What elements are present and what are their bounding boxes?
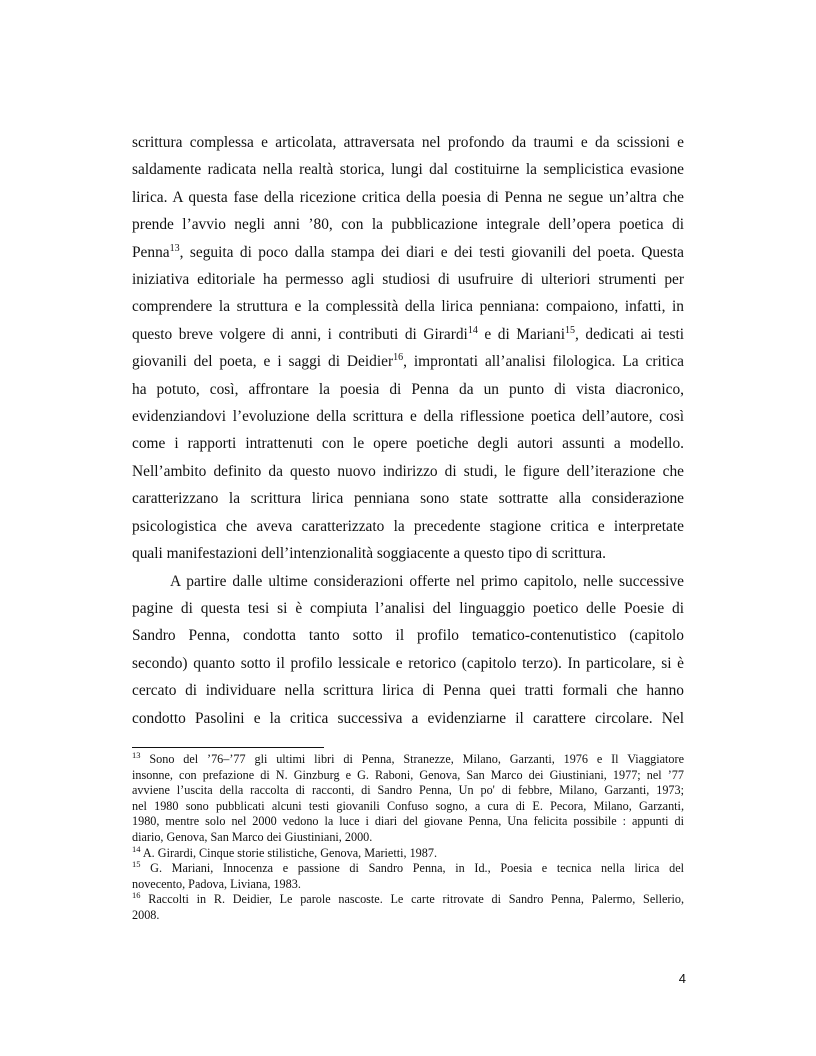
body-line: pagine di questa tesi si è compiuta l’analisi del linguaggio poetico delle Poesie di	[132, 599, 684, 617]
footnote-text: Raccolti in R. Deidier, Le parole nascoste. Le carte ritrovate di Sandro Penna, Palermo, Sellerio,	[140, 892, 684, 907]
body-line: A partire dalle ultime considerazioni offerte nel primo capitolo, nelle successive	[170, 572, 684, 590]
body-line: condotto Pasolini e la critica successiva a evidenziarne il carattere circolare. Nel	[132, 709, 684, 727]
footnote-ref-14[interactable]: 14	[467, 324, 478, 336]
footnote-ref-15[interactable]: 15	[565, 324, 576, 336]
footnote-16	[132, 892, 684, 908]
footnote-line: diario, Genova, San Marco dei Giustiniani, 2000.	[132, 829, 373, 844]
footnote-line: 1980, mentre solo nel 2000 vedono la luce i diari del giovane Penna, Una felicita possibile : appunti di	[132, 814, 684, 829]
body-line	[132, 321, 684, 348]
body-text-fragment: giovanili del poeta, e i saggi di Deidier	[132, 353, 394, 371]
footnote-ref-16[interactable]: 16	[393, 352, 404, 364]
body-line: ha potuto, così, affrontare la poesia di Penna da un punto di vista diacronico,	[132, 380, 684, 398]
body-text	[132, 129, 684, 732]
body-line: caratterizzano la scrittura lirica penniana sono state sottratte alla considerazione	[132, 490, 684, 508]
footnote-text: A. Girardi, Cinque storie stilistiche, Genova, Marietti, 1987.	[140, 845, 438, 860]
footnotes	[132, 752, 684, 924]
body-text-fragment: Penna	[132, 243, 170, 261]
body-line: Sandro Penna, condotta tanto sotto il profilo tematico-contenutistico (capitolo	[132, 627, 684, 645]
body-line: secondo) quanto sotto il profilo lessicale e retorico (capitolo terzo). In particolare, si è	[132, 654, 684, 672]
footnote-number: 15	[132, 859, 141, 870]
body-text-fragment: questo breve volgere di anni, i contributi di Girardi	[132, 325, 468, 343]
footnote-text: Sono del ’76–’77 gli ultimi libri di Penna, Stranezze, Milano, Garzanti, 1976 e Il Viaggiatore	[140, 752, 684, 766]
body-line: Nell’ambito definito da questo nuovo indirizzo di studi, le figure dell’iterazione che	[132, 462, 684, 480]
body-line: psicologistica che aveva caratterizzato la precedente stagione critica e interpretate	[132, 517, 684, 535]
body-line: lirica. A questa fase della ricezione critica della poesia di Penna ne segue un’altra che	[132, 188, 684, 206]
body-line: iniziativa editoriale ha permesso agli studiosi di usufruire di ulteriori strumenti per	[132, 271, 684, 289]
footnote-number: 13	[132, 750, 141, 760]
body-text-fragment: , seguita di poco dalla stampa dei diari e dei testi giovanili del poeta. Questa	[179, 243, 684, 261]
body-line	[132, 239, 684, 266]
footnote-text: G. Mariani, Innocenza e passione di Sandro Penna, in Id., Poesia e tecnica nella lirica del	[140, 861, 684, 876]
body-line: come i rapporti intrattenuti con le opere poetiche degli autori assunti a modello.	[132, 435, 684, 453]
footnote-ref-13[interactable]: 13	[169, 242, 180, 254]
footnote-line: avviene l’uscita della raccolta di racconti, di Sandro Penna, Un po' di febbre, Milano, Garzanti, 1973;	[132, 783, 684, 798]
body-line: quali manifestazioni dell’intenzionalità soggiacente a questo tipo di scrittura.	[132, 545, 606, 563]
body-text-fragment: , improntati all’analisi filologica. La critica	[403, 353, 684, 371]
body-line	[132, 348, 684, 375]
body-line: evidenziandovi l’evoluzione della scrittura e della riflessione poetica dell’autore, così	[132, 408, 684, 426]
page-number: 4	[678, 971, 686, 986]
footnote-number: 14	[132, 843, 141, 854]
body-line: comprendere la struttura e la complessità della lirica penniana: compaiono, infatti, in	[132, 298, 684, 316]
footnote-13	[132, 752, 684, 768]
footnote-14	[132, 843, 684, 862]
body-text-fragment: e di Mariani	[477, 325, 566, 343]
footnote-number: 16	[132, 890, 141, 901]
body-text-fragment: , dedicati ai testi	[575, 325, 685, 343]
body-line: saldamente radicata nella realtà storica, lungi dal costituirne la semplicistica evasione	[132, 161, 684, 179]
footnote-line: novecento, Padova, Liviana, 1983.	[132, 876, 301, 891]
footnote-15	[132, 861, 684, 877]
footnote-line: 2008.	[132, 907, 160, 922]
footnote-separator	[132, 747, 324, 748]
body-line: scrittura complessa e articolata, attraversata nel profondo da traumi e da scissioni e	[132, 134, 684, 151]
body-line: cercato di individuare nella scrittura lirica di Penna quei tratti formali che hanno	[132, 682, 684, 700]
footnote-line: nel 1980 sono pubblicati alcuni testi giovanili Confuso sogno, a cura di E. Pecora, Milano, Garzanti,	[132, 798, 684, 813]
footnote-line: insonne, con prefazione di N. Ginzburg e G. Raboni, Genova, San Marco dei Giustiniani, 1977; nel ’77	[132, 767, 684, 782]
body-line: prende l’avvio negli anni ’80, con la pubblicazione integrale dell’opera poetica di	[132, 216, 684, 234]
